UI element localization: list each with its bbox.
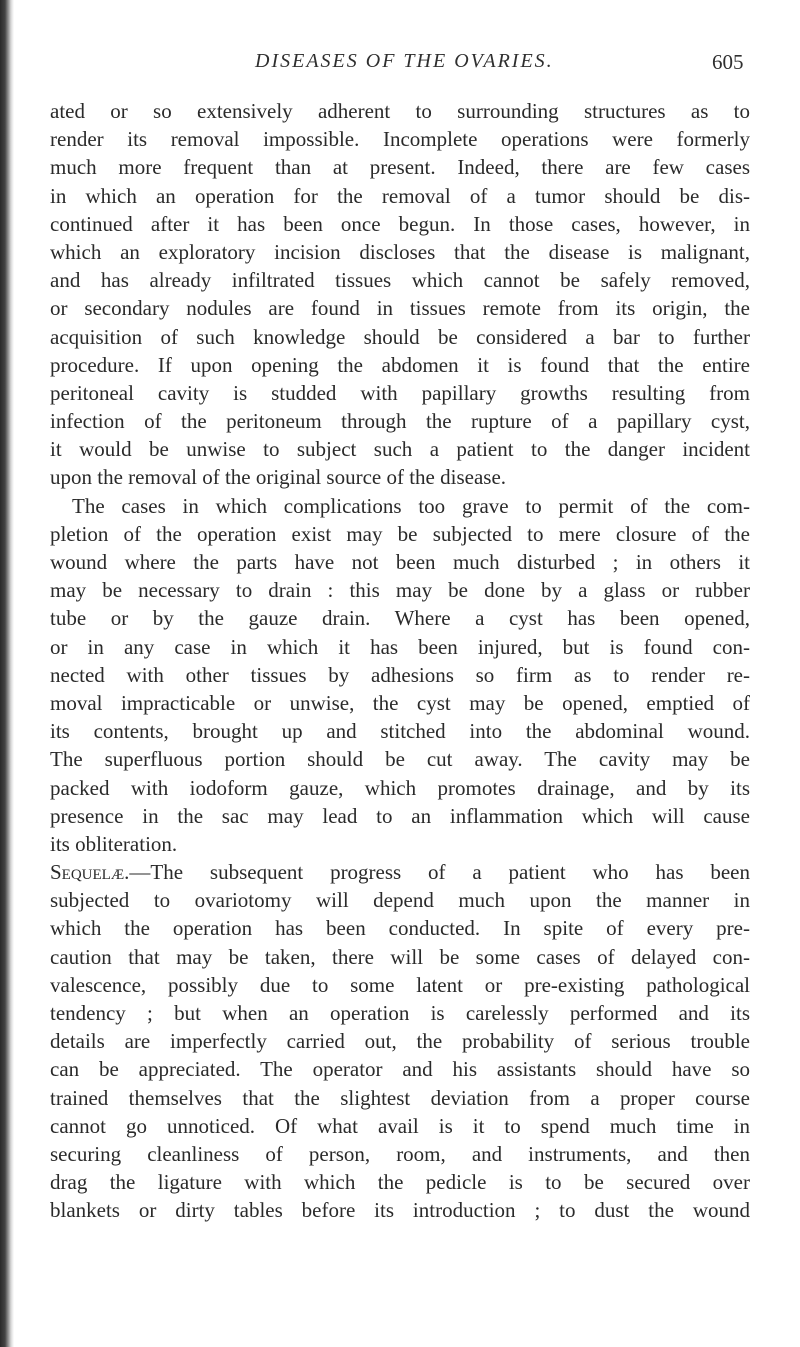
text-line: acquisition of such knowledge should be considered a bar to further [50, 324, 750, 349]
text-line: its contents, brought up and stitched into the abdominal wound. [50, 719, 750, 744]
text-line-with-heading [50, 858, 750, 886]
text-line: peritoneal cavity is studded with papillary growths resulting from [50, 380, 750, 405]
text-line: its obliteration. [50, 831, 178, 856]
text-line: which the operation has been conducted. In spite of every pre- [50, 916, 750, 941]
text-line: ated or so extensively adherent to surrounding structures as to [50, 99, 750, 123]
text-line: presence in the sac may lead to an inflammation which will cause [50, 803, 750, 828]
text-line: it would be unwise to subject such a patient to the danger incident [50, 437, 750, 462]
text-line: securing cleanliness of person, room, and instruments, and then [50, 1141, 750, 1166]
text-line: details are imperfectly carried out, the probability of serious trouble [50, 1029, 750, 1054]
text-line: may be necessary to drain : this may be done by a glass or rubber [50, 578, 750, 603]
text-line: procedure. If upon opening the abdomen it is found that the entire [50, 352, 750, 377]
text-line: or in any case in which it has been injured, but is found con- [50, 634, 750, 659]
text-line: which an exploratory incision discloses that the disease is malignant, [50, 239, 750, 264]
text-line: valescence, possibly due to some latent or pre-existing pathological [50, 972, 750, 997]
body-text [50, 97, 750, 1225]
page-number: 605 [712, 50, 744, 74]
text-line: and has already infiltrated tissues which cannot be safely removed, [50, 268, 750, 293]
text-line: pletion of the operation exist may be subjected to mere closure of the [50, 521, 750, 546]
section-heading: Sequelæ. [50, 860, 130, 885]
text-line: subjected to ovariotomy will depend much upon the manner in [50, 888, 750, 913]
text-line: moval impracticable or unwise, the cyst may be opened, emptied of [50, 690, 750, 715]
text-line: cannot go unnoticed. Of what avail is it to spend much time in [50, 1113, 750, 1138]
text-line: tube or by the gauze drain. Where a cyst has been opened, [50, 606, 750, 631]
text-line: or secondary nodules are found in tissues remote from its origin, the [50, 296, 750, 321]
text-line: blankets or dirty tables before its introduction ; to dust the wound [50, 1198, 750, 1223]
text-line: The cases in which complications too grave to permit of the com- [72, 493, 750, 518]
text-line-rest: —The subsequent progress of a patient who has been [129, 860, 750, 885]
text-line: trained themselves that the slightest deviation from a proper course [50, 1085, 750, 1110]
text-line: nected with other tissues by adhesions so firm as to render re- [50, 662, 750, 687]
text-line: render its removal impossible. Incomplete operations were formerly [50, 127, 750, 152]
text-line: in which an operation for the removal of a tumor should be dis- [50, 183, 750, 208]
text-line: packed with iodoform gauze, which promotes drainage, and by its [50, 775, 750, 800]
running-title: DISEASES OF THE OVARIES. [255, 50, 554, 72]
text-line: wound where the parts have not been much disturbed ; in others it [50, 550, 750, 574]
running-head [0, 50, 800, 80]
text-line: tendency ; but when an operation is carelessly performed and its [50, 1001, 750, 1025]
text-line: caution that may be taken, there will be some cases of delayed con- [50, 944, 750, 969]
text-line: The superfluous portion should be cut away. The cavity may be [50, 747, 750, 772]
text-line: upon the removal of the original source of the disease. [50, 465, 507, 490]
text-line: much more frequent than at present. Indeed, there are few cases [50, 155, 750, 180]
text-line: continued after it has been once begun. In those cases, however, in [50, 211, 750, 236]
text-line: infection of the peritoneum through the rupture of a papillary cyst, [50, 409, 750, 434]
text-line: drag the ligature with which the pedicle is to be secured over [50, 1170, 750, 1195]
text-line: can be appreciated. The operator and his assistants should have so [50, 1057, 750, 1082]
